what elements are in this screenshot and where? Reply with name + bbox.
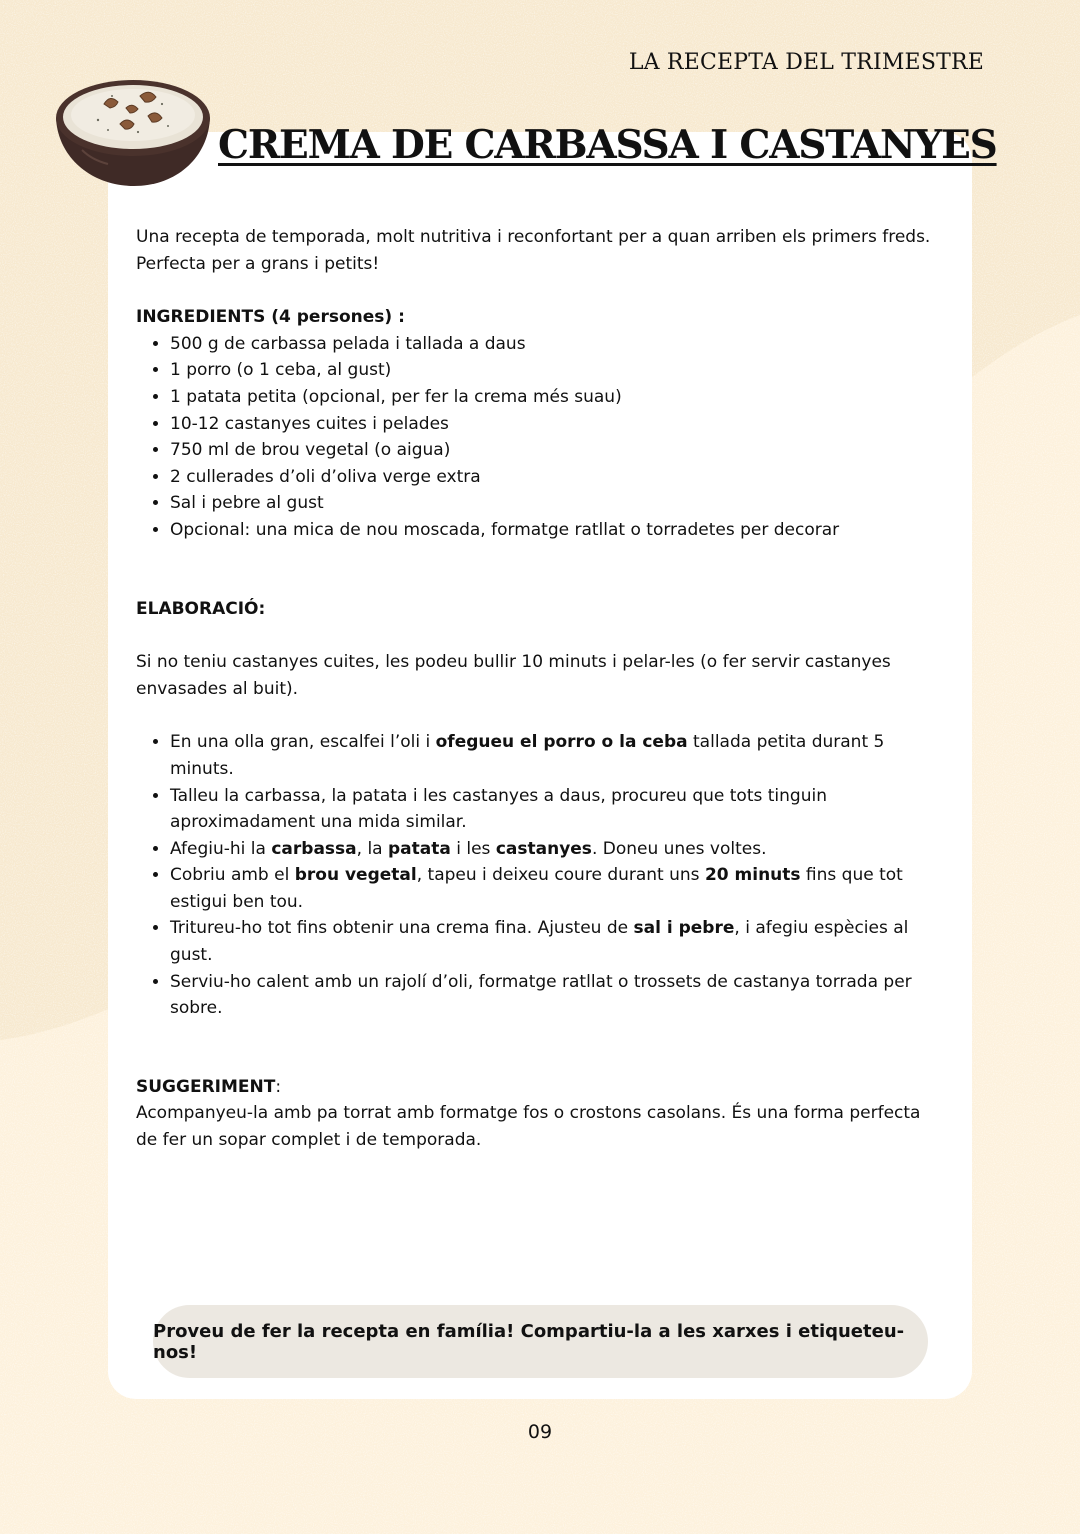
list-item: • 1 porro (o 1 ceba, al gust): [170, 357, 936, 384]
share-callout: Proveu de fer la recepta en família! Compartiu-la a les xarxes i etiqueteu-nos!: [153, 1305, 928, 1378]
step-item: • Afegiu-hi la carbassa, la patata i les castanyes. Doneu unes voltes.: [170, 836, 936, 863]
elaboracio-note: Si no teniu castanyes cuites, les podeu bullir 10 minuts i pelar-les (o fer servir castanyes envasades al buit).: [136, 652, 891, 699]
list-item: • 1 patata petita (opcional, per fer la crema més suau): [170, 384, 936, 411]
step-item: • Tritureu-ho tot fins obtenir una crema fina. Ajusteu de sal i pebre, i afegiu espècies al gust.: [170, 915, 936, 968]
intro-text: Una recepta de temporada, molt nutritiva i reconfortant per a quan arriben els primers freds. Perfecta per a grans i petits!: [136, 227, 931, 274]
step-item: • Serviu-ho calent amb un rajolí d’oli, formatge ratllat o trossets de castanya torrada per sobre.: [170, 969, 936, 1022]
section-label: LA RECEPTA DEL TRIMESTRE: [628, 50, 984, 75]
steps-list: [136, 729, 936, 1022]
soup-bowl-icon: [52, 68, 214, 190]
list-item: • 2 cullerades d’oli d’oliva verge extra: [170, 464, 936, 491]
list-item: • Sal i pebre al gust: [170, 490, 936, 517]
suggeriment-text: Acompanyeu-la amb pa torrat amb formatge fos o crostons casolans. És una forma perfecta de fer un sopar complet i de temporada.: [136, 1103, 921, 1151]
step-item: • En una olla gran, escalfei l’oli i ofegueu el porro o la ceba tallada petita durant 5 minuts.: [170, 729, 936, 782]
list-item: • 500 g de carbassa pelada i tallada a daus: [170, 331, 936, 358]
elaboracio-heading: ELABORACIÓ:: [136, 598, 266, 619]
ingredients-list: [136, 331, 936, 544]
step-item: • Talleu la carbassa, la patata i les castanyes a daus, procureu que tots tinguin aproximadament una mida similar.: [170, 783, 936, 836]
list-item: • 750 ml de brou vegetal (o aigua): [170, 437, 936, 464]
list-item: • 10-12 castanyes cuites i pelades: [170, 411, 936, 438]
ingredients-heading: INGREDIENTS (4 persones) :: [136, 307, 405, 328]
list-item: • Opcional: una mica de nou moscada, formatge ratllat o torradetes per decorar: [170, 517, 936, 544]
recipe-title: CREMA DE CARBASSA I CASTANYES: [218, 122, 997, 168]
page-number: 09: [527, 1421, 553, 1443]
step-item: • Cobriu amb el brou vegetal, tapeu i deixeu coure durant uns 20 minuts fins que tot estigui ben tou.: [170, 862, 936, 915]
suggeriment-heading: SUGGERIMENT:: [136, 1076, 282, 1097]
recipe-content: [136, 224, 936, 1154]
